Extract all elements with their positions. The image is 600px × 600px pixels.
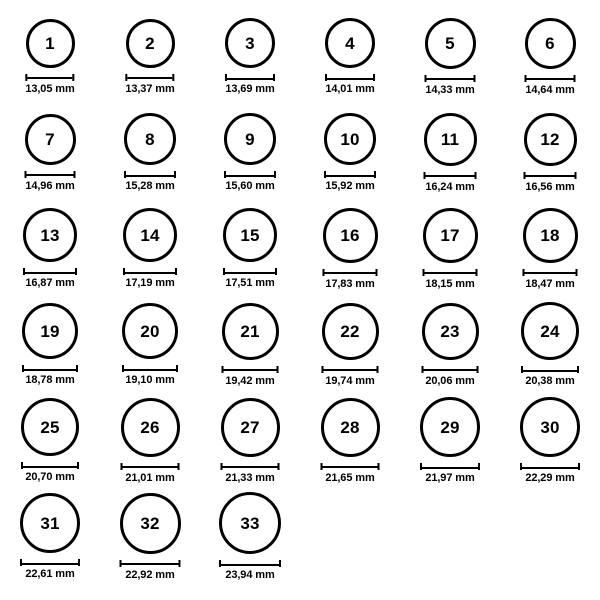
diameter-measurement <box>121 463 180 484</box>
ring-size-number: 24 <box>540 321 560 341</box>
ring-size-number: 28 <box>340 417 360 437</box>
dimension-line <box>221 463 280 470</box>
diameter-label: 15,92 mm <box>325 180 375 192</box>
diameter-label: 13,69 mm <box>225 83 275 95</box>
diameter-label: 22,61 mm <box>25 568 75 580</box>
diameter-measurement <box>20 559 80 580</box>
diameter-label: 19,74 mm <box>325 374 375 387</box>
ring-circle <box>23 208 77 262</box>
diameter-measurement <box>323 269 378 290</box>
dimension-line <box>525 75 576 82</box>
diameter-measurement <box>321 463 380 484</box>
ring-circle <box>523 208 578 263</box>
diameter-label: 13,37 mm <box>125 82 175 95</box>
ring-size-number: 5 <box>445 33 455 53</box>
diameter-label: 21,65 mm <box>325 471 375 484</box>
ring-size-number: 6 <box>545 33 555 53</box>
ring-circle <box>424 113 477 166</box>
diameter-label: 20,06 mm <box>425 374 475 387</box>
ring-circle <box>225 18 275 68</box>
diameter-label: 22,29 mm <box>525 472 575 484</box>
ring-size-cell[interactable] <box>100 488 200 584</box>
dimension-line <box>323 269 378 276</box>
diameter-label: 23,94 mm <box>225 569 275 581</box>
ring-circle <box>525 18 576 69</box>
ring-circle <box>120 493 181 554</box>
diameter-measurement <box>420 463 480 484</box>
ring-circle <box>126 19 175 68</box>
ring-size-cell[interactable] <box>0 104 100 200</box>
diameter-measurement <box>423 269 478 290</box>
diameter-measurement <box>422 366 479 387</box>
ring-size-cell[interactable] <box>300 104 400 200</box>
diameter-measurement <box>120 560 181 581</box>
ring-size-number: 16 <box>340 225 360 245</box>
ring-circle <box>224 113 276 165</box>
dimension-line <box>423 269 478 276</box>
dimension-line <box>123 268 177 275</box>
ring-circle <box>223 208 277 262</box>
grid-filler <box>300 488 400 584</box>
dimension-line <box>424 172 477 179</box>
diameter-measurement <box>424 172 477 193</box>
diameter-label: 19,10 mm <box>125 374 175 386</box>
ring-size-number: 4 <box>345 33 355 53</box>
ring-size-number: 30 <box>540 417 560 437</box>
diameter-measurement <box>425 75 476 96</box>
ring-size-number: 14 <box>140 225 160 245</box>
ring-circle <box>422 303 479 360</box>
diameter-measurement <box>125 74 174 95</box>
ring-size-cell[interactable] <box>0 296 100 392</box>
ring-size-number: 19 <box>40 321 60 341</box>
ring-circle <box>423 208 478 263</box>
ring-circle <box>520 397 580 457</box>
dimension-line <box>420 463 480 470</box>
ring-size-number: 20 <box>140 321 160 341</box>
diameter-label: 14,33 mm <box>425 83 475 96</box>
diameter-measurement <box>122 365 178 386</box>
dimension-line <box>520 463 580 470</box>
dimension-line <box>22 365 78 372</box>
dimension-line <box>521 366 579 373</box>
ring-size-number: 15 <box>240 225 260 245</box>
ring-size-cell[interactable] <box>400 392 500 488</box>
ring-size-number: 26 <box>140 417 160 437</box>
ring-circle <box>124 113 176 165</box>
dimension-line <box>124 171 176 178</box>
diameter-label: 18,15 mm <box>425 277 475 290</box>
diameter-measurement <box>124 171 176 192</box>
ring-circle <box>122 303 178 359</box>
ring-size-cell[interactable] <box>500 104 600 200</box>
ring-size-cell[interactable] <box>200 200 300 296</box>
ring-size-number: 21 <box>240 321 260 341</box>
dimension-line <box>125 74 174 81</box>
diameter-measurement <box>524 172 577 193</box>
ring-size-cell[interactable] <box>500 8 600 104</box>
ring-size-cell[interactable] <box>500 392 600 488</box>
diameter-measurement <box>520 463 580 484</box>
diameter-measurement <box>324 171 376 192</box>
ring-size-cell[interactable] <box>300 200 400 296</box>
ring-size-number: 22 <box>340 321 360 341</box>
ring-size-cell[interactable] <box>400 296 500 392</box>
grid-filler <box>400 488 500 584</box>
ring-size-number: 8 <box>145 129 155 149</box>
diameter-measurement <box>21 462 79 483</box>
diameter-measurement <box>322 366 379 387</box>
ring-circle <box>521 302 579 360</box>
diameter-label: 14,64 mm <box>525 83 575 96</box>
ring-size-number: 18 <box>540 225 560 245</box>
ring-size-number: 17 <box>440 225 460 245</box>
diameter-measurement <box>219 560 281 581</box>
ring-circle <box>26 19 75 68</box>
dimension-line <box>325 74 375 81</box>
diameter-label: 18,47 mm <box>525 277 575 290</box>
diameter-label: 13,05 mm <box>25 82 75 95</box>
ring-size-cell[interactable] <box>100 296 200 392</box>
ring-circle <box>20 493 80 553</box>
diameter-label: 17,83 mm <box>325 277 375 290</box>
ring-size-number: 13 <box>40 225 60 245</box>
dimension-line <box>225 74 275 81</box>
diameter-label: 16,56 mm <box>525 180 575 193</box>
diameter-measurement <box>523 269 578 290</box>
dimension-line <box>524 172 577 179</box>
ring-circle <box>325 18 375 68</box>
diameter-label: 15,28 mm <box>125 180 175 192</box>
ring-circle <box>21 398 79 456</box>
diameter-label: 17,19 mm <box>125 277 175 289</box>
dimension-line <box>523 269 578 276</box>
ring-size-number: 25 <box>40 417 60 437</box>
dimension-line <box>321 463 380 470</box>
ring-size-cell[interactable] <box>200 104 300 200</box>
dimension-line <box>20 559 80 566</box>
ring-size-number: 7 <box>45 129 55 149</box>
dimension-line <box>219 560 281 567</box>
diameter-label: 21,01 mm <box>125 471 175 484</box>
diameter-measurement <box>25 171 76 192</box>
ring-circle <box>321 398 380 457</box>
ring-circle <box>25 114 76 165</box>
ring-size-number: 11 <box>440 129 460 149</box>
diameter-label: 14,96 mm <box>25 179 75 192</box>
diameter-label: 15,60 mm <box>225 180 275 192</box>
ring-circle <box>123 208 177 262</box>
ring-size-number: 31 <box>40 513 60 533</box>
dimension-line <box>120 560 181 567</box>
dimension-line <box>322 366 379 373</box>
ring-size-cell[interactable] <box>0 392 100 488</box>
diameter-measurement <box>123 268 177 289</box>
diameter-label: 19,42 mm <box>225 374 275 387</box>
diameter-measurement <box>23 268 77 289</box>
diameter-measurement <box>22 365 78 386</box>
ring-size-cell[interactable] <box>100 8 200 104</box>
ring-size-cell[interactable] <box>300 296 400 392</box>
ring-size-cell[interactable] <box>0 200 100 296</box>
ring-size-number: 2 <box>145 33 155 53</box>
ring-size-cell[interactable] <box>500 296 600 392</box>
ring-size-number: 23 <box>440 321 460 341</box>
dimension-line <box>23 268 77 275</box>
ring-size-number: 10 <box>340 129 360 149</box>
ring-size-cell[interactable] <box>200 8 300 104</box>
diameter-measurement <box>521 366 579 387</box>
diameter-measurement <box>225 74 275 95</box>
dimension-line <box>21 462 79 469</box>
ring-size-number: 9 <box>245 129 255 149</box>
ring-circle <box>219 492 281 554</box>
ring-circle <box>222 303 279 360</box>
ring-size-number: 1 <box>45 33 55 53</box>
ring-size-cell[interactable] <box>200 392 300 488</box>
dimension-line <box>223 268 277 275</box>
ring-size-cell[interactable] <box>300 392 400 488</box>
diameter-measurement <box>221 463 280 484</box>
diameter-label: 16,24 mm <box>425 180 475 193</box>
diameter-label: 20,70 mm <box>25 471 75 483</box>
ring-size-number: 32 <box>140 513 160 533</box>
dimension-line <box>25 171 76 178</box>
ring-circle <box>221 398 280 457</box>
diameter-label: 16,87 mm <box>25 277 75 289</box>
diameter-label: 18,78 mm <box>25 374 75 386</box>
diameter-measurement <box>223 268 277 289</box>
ring-size-cell[interactable] <box>200 296 300 392</box>
ring-circle <box>524 113 577 166</box>
dimension-line <box>422 366 479 373</box>
ring-size-cell[interactable] <box>300 8 400 104</box>
diameter-label: 22,92 mm <box>125 568 175 581</box>
diameter-label: 21,33 mm <box>225 471 275 484</box>
dimension-line <box>425 75 476 82</box>
ring-size-cell[interactable] <box>0 8 100 104</box>
ring-size-cell[interactable] <box>500 200 600 296</box>
diameter-measurement <box>25 74 74 95</box>
ring-circle <box>420 397 480 457</box>
diameter-measurement <box>224 171 276 192</box>
diameter-label: 20,38 mm <box>525 375 575 387</box>
diameter-measurement <box>525 75 576 96</box>
ring-circle <box>425 18 476 69</box>
dimension-line <box>324 171 376 178</box>
dimension-line <box>122 365 178 372</box>
diameter-label: 14,01 mm <box>325 83 375 95</box>
ring-size-number: 27 <box>240 417 260 437</box>
ring-size-cell[interactable] <box>200 488 300 584</box>
diameter-label: 17,51 mm <box>225 277 275 289</box>
diameter-measurement <box>325 74 375 95</box>
ring-size-cell[interactable] <box>100 392 200 488</box>
ring-size-cell[interactable] <box>100 104 200 200</box>
ring-size-cell[interactable] <box>100 200 200 296</box>
ring-circle <box>324 113 376 165</box>
diameter-label: 21,97 mm <box>425 472 475 484</box>
ring-circle <box>323 208 378 263</box>
dimension-line <box>222 366 279 373</box>
diameter-measurement <box>222 366 279 387</box>
ring-size-number: 33 <box>240 513 260 533</box>
ring-size-cell[interactable] <box>400 200 500 296</box>
grid-filler <box>500 488 600 584</box>
dimension-line <box>25 74 74 81</box>
ring-circle <box>121 398 180 457</box>
ring-size-number: 3 <box>245 33 255 53</box>
dimension-line <box>121 463 180 470</box>
dimension-line <box>224 171 276 178</box>
ring-size-cell[interactable] <box>400 8 500 104</box>
ring-size-number: 12 <box>540 129 560 149</box>
ring-circle <box>322 303 379 360</box>
ring-circle <box>22 303 78 359</box>
ring-size-cell[interactable] <box>400 104 500 200</box>
ring-size-cell[interactable] <box>0 488 100 584</box>
ring-size-number: 29 <box>440 417 460 437</box>
